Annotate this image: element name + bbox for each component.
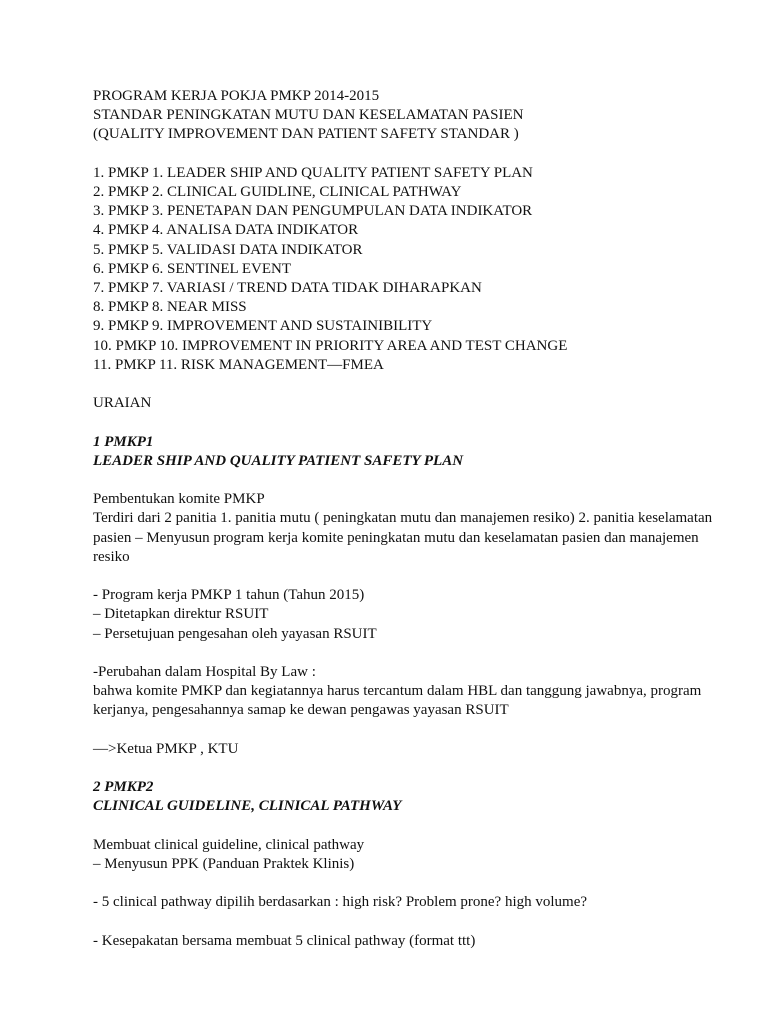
section-pmkp2 bbox=[93, 778, 733, 951]
paragraph-line: - Kesepakatan bersama membuat 5 clinical pathway (format ttt) bbox=[93, 932, 476, 949]
section-number: 1 PMKP1 bbox=[93, 433, 154, 450]
intro-body: Terdiri dari 2 panitia 1. panitia mutu ( peningkatan mutu dan manajemen resiko) 2. panitia keselamatan pasien – Menyusun program kerja komite peningkatan mutu dan keselamatan pasien dan manajemen resiko bbox=[93, 510, 713, 565]
list-item: 7. PMKP 7. VARIASI / TREND DATA TIDAK DIHARAPKAN bbox=[93, 280, 482, 297]
list-item: 5. PMKP 5. VALIDASI DATA INDIKATOR bbox=[93, 241, 363, 258]
spacer bbox=[93, 759, 733, 778]
spacer bbox=[93, 413, 733, 432]
list-item: – Persetujuan pengesahan oleh yayasan RSUIT bbox=[93, 625, 377, 642]
spacer bbox=[93, 145, 733, 164]
hbl-body: bahwa komite PMKP dan kegiatannya harus tercantum dalam HBL dan tanggung jawabnya, program kerjanya, pengesahannya samap ke dewan pengawas yayasan RSUIT bbox=[93, 683, 702, 719]
paragraph-line: Membuat clinical guideline, clinical pathway bbox=[93, 836, 365, 853]
spacer bbox=[93, 721, 733, 740]
list-item: 8. PMKP 8. NEAR MISS bbox=[93, 299, 247, 316]
list-item: 1. PMKP 1. LEADER SHIP AND QUALITY PATIENT SAFETY PLAN bbox=[93, 164, 533, 181]
spacer bbox=[93, 567, 733, 586]
list-item: 2. PMKP 2. CLINICAL GUIDLINE, CLINICAL PATHWAY bbox=[93, 184, 462, 200]
section-number: 2 PMKP2 bbox=[93, 779, 154, 796]
document-header bbox=[93, 87, 733, 145]
list-item: 9. PMKP 9. IMPROVEMENT AND SUSTAINIBILITY bbox=[93, 318, 433, 335]
header-line-3: (QUALITY IMPROVEMENT DAN PATIENT SAFETY STANDAR ) bbox=[93, 126, 519, 143]
list-item: 6. PMKP 6. SENTINEL EVENT bbox=[93, 260, 292, 277]
list-item: 4. PMKP 4. ANALISA DATA INDIKATOR bbox=[93, 222, 359, 239]
list-item: 11. PMKP 11. RISK MANAGEMENT—FMEA bbox=[93, 356, 384, 373]
paragraph-line: – Menyusun PPK (Panduan Praktek Klinis) bbox=[93, 855, 355, 872]
uraian-label: URAIAN bbox=[93, 395, 152, 412]
header-line-2: STANDAR PENINGKATAN MUTU DAN KESELAMATAN PASIEN bbox=[93, 107, 524, 124]
spacer bbox=[93, 913, 733, 932]
points-list bbox=[93, 586, 733, 644]
section-title: CLINICAL GUIDELINE, CLINICAL PATHWAY bbox=[93, 798, 402, 815]
paragraph-line: - 5 clinical pathway dipilih berdasarkan : high risk? Problem prone? high volume? bbox=[93, 894, 588, 911]
spacer bbox=[93, 644, 733, 663]
header-line-1: PROGRAM KERJA POKJA PMKP 2014-2015 bbox=[93, 88, 380, 104]
list-item: – Ditetapkan direktur RSUIT bbox=[93, 606, 269, 623]
spacer bbox=[93, 817, 733, 836]
section-title: LEADER SHIP AND QUALITY PATIENT SAFETY PLAN bbox=[93, 452, 464, 469]
program-list bbox=[93, 164, 733, 375]
spacer bbox=[93, 375, 733, 394]
list-item: 3. PMKP 3. PENETAPAN DAN PENGUMPULAN DATA INDIKATOR bbox=[93, 203, 533, 220]
person-in-charge: —>Ketua PMKP , KTU bbox=[93, 740, 239, 757]
list-item: 10. PMKP 10. IMPROVEMENT IN PRIORITY AREA AND TEST CHANGE bbox=[93, 337, 568, 354]
spacer bbox=[93, 874, 733, 893]
section-pmkp1 bbox=[93, 433, 733, 759]
hbl-title: -Perubahan dalam Hospital By Law : bbox=[93, 664, 316, 680]
spacer bbox=[93, 471, 733, 490]
list-item: - Program kerja PMKP 1 tahun (Tahun 2015) bbox=[93, 587, 365, 604]
intro-title: Pembentukan komite PMKP bbox=[93, 491, 265, 508]
document-page bbox=[93, 87, 733, 951]
